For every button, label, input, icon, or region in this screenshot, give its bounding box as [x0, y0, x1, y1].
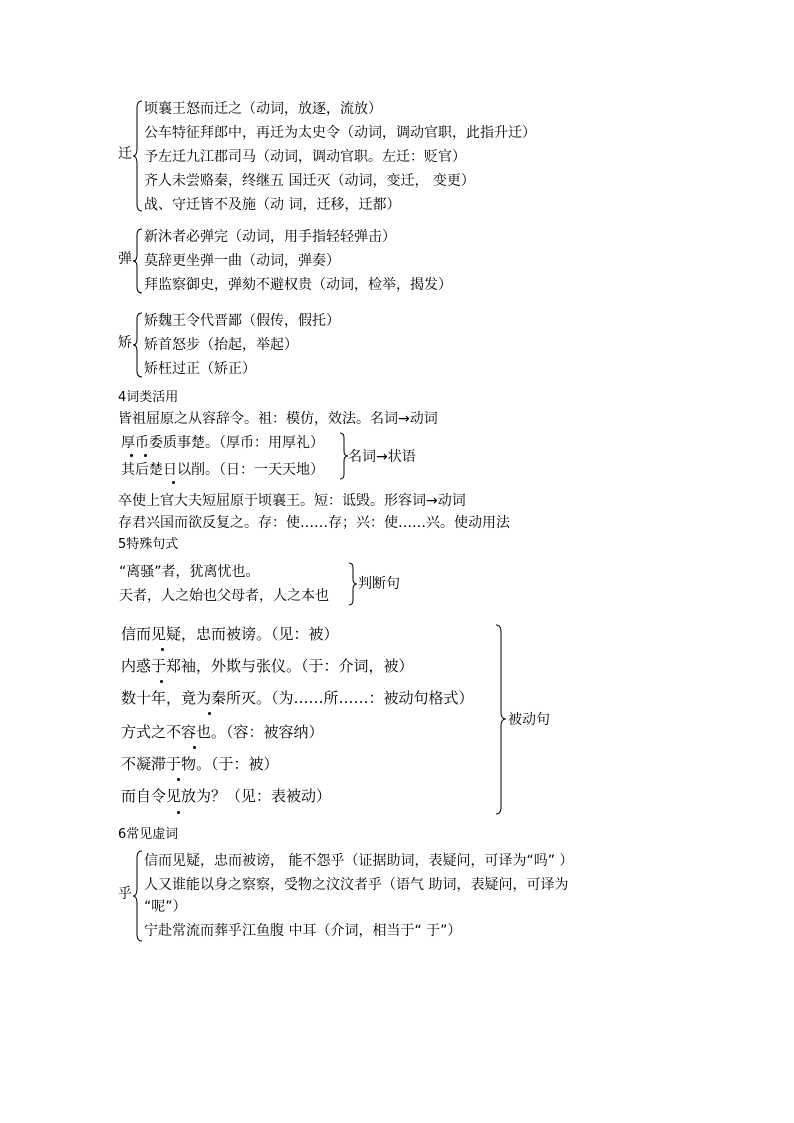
passive-item: 方式之不容也。（容：被容纳）: [121, 723, 324, 741]
jiao-item: 矫首怒步（抬起，举起）: [144, 337, 298, 353]
tan-item: 新沐者必弹完（动词，用手指轻轻弹击）: [144, 229, 396, 245]
qian-item: 公车特征拜郎中，再迁为太史令（动词，调动官职，此指升迁）: [144, 125, 536, 141]
section6-item: 人又谁能以身之察察，受物之汶汶者乎（语气 助词，表疑问，可译为: [144, 877, 569, 893]
section6-label: 乎: [118, 886, 132, 902]
jiao-label: 矫: [118, 335, 132, 351]
qian-item: 齐人未尝赂秦，终继五 国迁灭（动词，变迁， 变更）: [144, 173, 475, 189]
emphasis-dot: [193, 746, 196, 749]
section4-line: 存君兴国而欲反复之。存：使……存；兴：使……兴。使动用法: [118, 515, 510, 531]
section4-group-label: 名词→状语: [348, 449, 416, 465]
section4-line: 卒使上官大夫短屈原于顷襄王。短：诋毁。形容词→动词: [118, 493, 466, 509]
tan-item: 拜监察御史，弹劾不避权贵（动词，检举，揭发）: [144, 277, 452, 293]
emphasis-dot: [172, 481, 175, 484]
qian-item: 战、守迁皆不及施（动 词，迁移，迁都）: [144, 197, 401, 213]
emphasis-dot: [160, 680, 163, 683]
emphasis-dot: [177, 811, 180, 814]
tan-brace: [133, 228, 143, 294]
passive-item: 内惑于郑袖，外欺与张仪。（于：介词，被）: [121, 657, 414, 675]
judge-brace: [349, 562, 357, 606]
section4-group-item: 厚币委质事楚。（厚币：用厚礼）: [121, 435, 324, 451]
qian-item: 予左迁九江郡司马（动词，调动官职。左迁：贬官）: [144, 149, 466, 165]
section6-heading: 6常见虚词: [118, 827, 179, 842]
jiao-item: 矫枉过正（矫正）: [144, 361, 256, 377]
emphasis-dot: [130, 454, 133, 457]
section4-heading: 4词类活用: [118, 390, 179, 405]
section5-heading: 5特殊句式: [118, 537, 179, 552]
tan-label: 弹: [118, 251, 132, 267]
emphasis-dot: [208, 712, 211, 715]
section4-group-item: 其后楚日以削。（日：一天天地）: [121, 462, 324, 478]
emphasis-dot: [144, 454, 147, 457]
passive-item: 而自令见放为？（见：表被动）: [121, 787, 332, 805]
section6-brace: [133, 850, 143, 942]
passive-item: 数十年，竟为秦所灭。（为……所……：被动句格式）: [121, 689, 474, 707]
qian-brace: [133, 100, 143, 212]
passive-label: 被动句: [508, 712, 550, 728]
passive-item: 信而见疑，忠而被谤。（见：被）: [121, 625, 339, 643]
jiao-item: 矫魏王令代晋鄙（假传，假托）: [144, 313, 340, 329]
judge-item: 天者，人之始也父母者，人之本也: [119, 588, 329, 604]
emphasis-dot: [177, 778, 180, 781]
jiao-brace: [133, 312, 143, 378]
qian-label: 迁: [118, 146, 132, 162]
qian-item: 顷襄王怒而迁之（动词，放逐，流放）: [144, 101, 382, 117]
judge-item: “离骚”者，犹离忧也。: [119, 564, 260, 580]
tan-item: 莫辞更坐弹一曲（动词，弹奏）: [144, 253, 340, 269]
section6-item: 宁赴常流而葬乎江鱼腹 中耳（介词，相当于“ 于”）: [144, 923, 462, 939]
passive-brace: [496, 624, 506, 816]
section4-line: 皆祖屈原之从容辞令。祖：模仿，效法。名词→动词: [118, 411, 438, 427]
section6-item: “呢”）: [144, 899, 187, 915]
section6-item: 信而见疑，忠而被谤， 能不怨乎（证据助词，表疑问，可译为“吗” ）: [144, 853, 574, 869]
section4-brace: [340, 432, 348, 480]
judge-label: 判断句: [358, 576, 400, 592]
passive-item: 不凝滞于物。（于：被）: [121, 755, 279, 773]
emphasis-dot: [161, 648, 164, 651]
